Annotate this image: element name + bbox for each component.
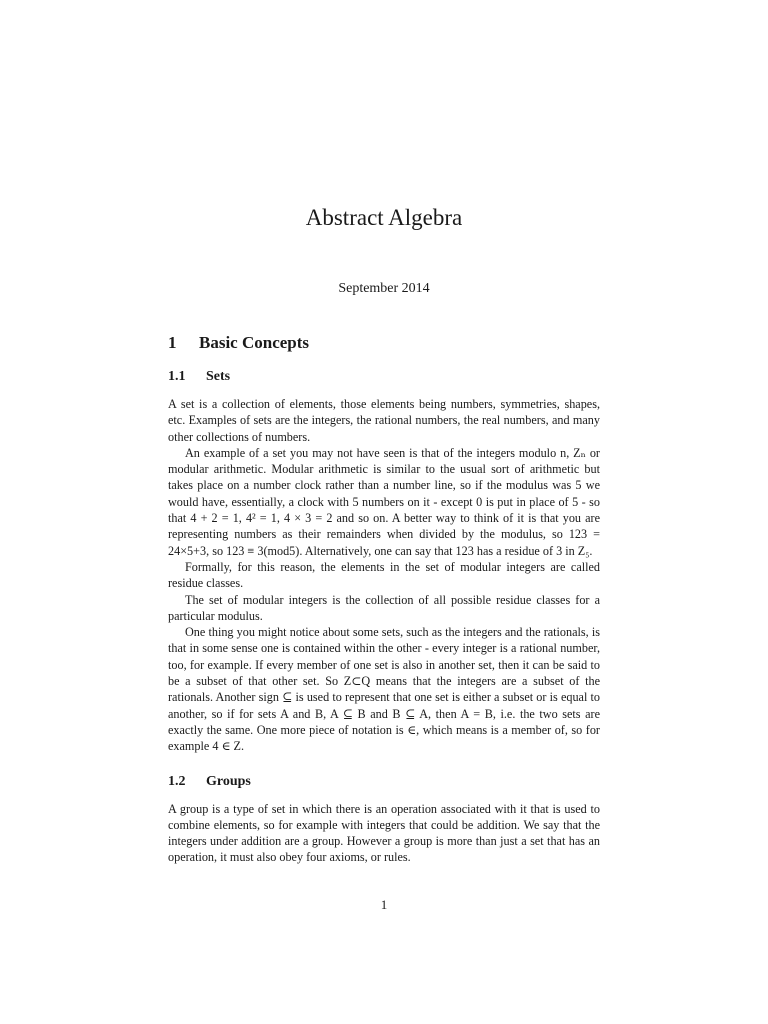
section-title: Basic Concepts: [199, 333, 310, 352]
paragraph-modular-arithmetic: An example of a set you may not have seen is that of the integers modulo n, Zₙ or modular arithmetic. Modular arithmetic is similar to the usual sort of arithmetic but takes place on a number clock rather than a number line, so if the modulus was 5 we would have, essentially, a clock with 5 numbers on it - except 0 is put in place of 5 - so that 4 + 2 = 1, 4² = 1, 4 × 3 = 2 and so on. A better way to think of it is that you are representing numbers as their remainders when divided by the modulus, so 123 = 24×5+3, so 123 ≡ 3(mod5). Alternatively, one can say that 123 has a residue of 3 in Z₅.: [168, 445, 600, 558]
paragraph-residue-classes: Formally, for this reason, the elements in the set of modular integers are called residue classes.: [168, 559, 600, 591]
document-title: Abstract Algebra: [305, 205, 463, 230]
document-body: [168, 332, 600, 866]
subsection-title: Groups: [206, 773, 251, 789]
document-date: September 2014: [338, 281, 430, 296]
paragraph-subsets: One thing you might notice about some sets, such as the integers and the rationals, is that in some sense one is contained within the other - every integer is a rational number, too, for example. If every member of one set is also in another set, then it can be said to be a subset of that other set. So Z⊂Q means that the integers are a subset of the rationals. Another sign ⊆ is used to represent that one set is either a subset or is equal to another, so if for sets A and B, A ⊆ B and B ⊆ A, then A = B, i.e. the two sets are exactly the same. One more piece of notation is ∈, which means is a member of, so for example 4 ∈ Z.: [168, 625, 600, 754]
subsection-number: 1.1: [168, 369, 186, 384]
paragraph-sets-intro: A set is a collection of elements, those elements being numbers, symmetries, shapes, etc. Examples of sets are the integers, the rational numbers, the real numbers, and many other collections of numbers.: [168, 397, 600, 444]
section-spacer: [168, 755, 600, 773]
section-heading-basic-concepts: [168, 332, 600, 354]
subsection-heading-groups: [168, 773, 600, 791]
subsection-title: Sets: [206, 369, 231, 384]
subsection-number: 1.2: [168, 773, 186, 789]
paragraph-modular-integers-set: The set of modular integers is the collection of all possible residue classes for a particular modulus.: [168, 592, 600, 623]
page-number: 1: [380, 897, 388, 912]
section-number: 1: [168, 333, 177, 352]
subsection-heading-sets: [168, 368, 600, 386]
paragraph-groups-intro: A group is a type of set in which there is an operation associated with it that is used to combine elements, so for example with integers that could be addition. We say that the integers under addition are a group. However a group is more than just a set that has an operation, it must also obey four axioms, or rules.: [168, 801, 600, 865]
